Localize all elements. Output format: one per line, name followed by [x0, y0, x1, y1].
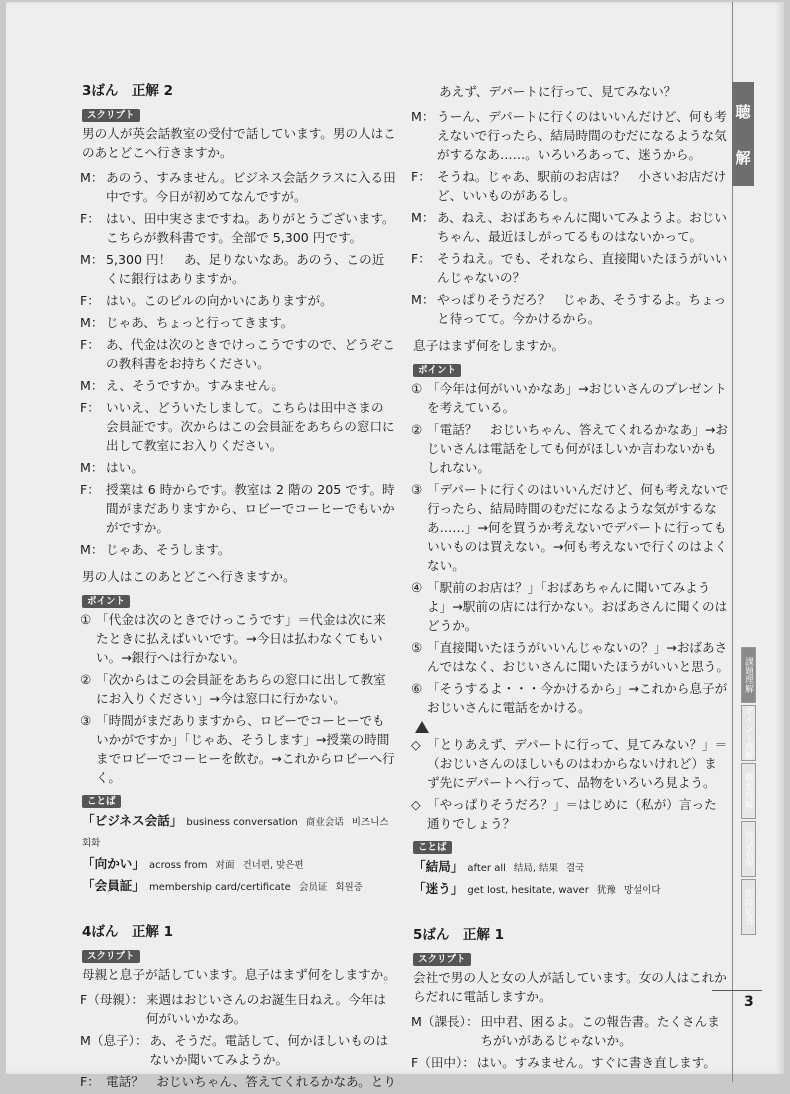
vocab-term: 「向かい」 [82, 856, 145, 871]
note-item [411, 735, 729, 792]
q5-heading: 5ばん 正解 1 [413, 927, 504, 943]
point-number: ③ [80, 713, 92, 728]
utterance: やっぱりそうだろ？ じゃあ、そうするよ。ちょっと待ってて。今かけるから。 [437, 292, 727, 326]
speaker: F： [80, 337, 100, 352]
vocab-korean: 비즈니스회화 [82, 817, 389, 849]
page-number: 3 [744, 994, 754, 1010]
dialogue-line [411, 167, 729, 205]
dialogue-line [80, 990, 396, 1028]
point-text: 「電話？ おじいちゃん、答えてくれるかなあ」→おじいさんは電話をしても何がほしいか言わないかもしれない。 [427, 422, 728, 475]
note-text: 「とりあえず、デパートに行って、見てみない？」＝（おじいさんのほしいものはわからないけれど）まず先にデパートへ行って、品物をいろいろ見よう。 [427, 737, 728, 790]
speaker: F： [411, 251, 431, 266]
q4-continued-line: あえず、デパートに行って、見てみない？ [439, 84, 677, 99]
section-index [741, 647, 759, 937]
dialogue-line [80, 335, 396, 373]
utterance: そうね。じゃあ、駅前のお店は？ 小さいお店だけど、いいものがあるし。 [437, 169, 727, 203]
vocab-chinese: 犹豫 [596, 885, 616, 896]
speaker: F： [80, 1074, 100, 1089]
page [6, 2, 784, 1089]
speaker: M（課長）： [411, 1014, 479, 1029]
speaker: F： [80, 211, 100, 226]
point-item [411, 480, 729, 575]
dialogue-line [411, 1012, 729, 1050]
vocab-item [82, 811, 396, 853]
point-item [411, 638, 729, 676]
q3-dialogue [80, 168, 396, 559]
section-index-item: 概要理解 [741, 763, 756, 819]
point-item [80, 610, 396, 667]
vocab-item [413, 879, 729, 900]
q3-point-tag: ポイント [82, 595, 130, 608]
tab-char: 解 [735, 148, 751, 167]
q4-intro: 母親と息子が話しています。息子はまず何をしますか。 [82, 967, 396, 982]
utterance: はい。すみません。すぐに書き直します。 [476, 1055, 716, 1070]
utterance: じゃあ、ちょっと行ってきます。 [106, 315, 294, 330]
vocab-item [82, 854, 396, 875]
point-item [411, 679, 729, 717]
speaker: M： [80, 542, 104, 557]
q4-point-tag: ポイント [413, 364, 461, 377]
vocab-korean: 망설이다 [623, 885, 661, 896]
vocab-korean: 결국 [565, 863, 585, 874]
speaker: M： [80, 315, 104, 330]
section-index-item: 課題理解 [741, 647, 756, 703]
dialogue-line [411, 208, 729, 246]
q3-question: 男の人はこのあとどこへ行きますか。 [82, 569, 296, 584]
vocab-item [413, 857, 729, 878]
speaker: F： [80, 482, 100, 497]
q3-heading: 3ばん 正解 2 [82, 83, 173, 99]
utterance: 5,300 円！ あ、足りないなあ。あのう、この近くに銀行はありますか。 [106, 252, 385, 286]
note-bullet: ◇ [411, 737, 421, 752]
dialogue-line [411, 1053, 729, 1072]
speaker: F（田中）： [411, 1055, 475, 1070]
point-item [411, 379, 729, 417]
vocab-chinese: 商业会话 [305, 817, 344, 828]
tab-char: 聴 [735, 102, 751, 121]
dialogue-line [80, 168, 396, 206]
q3-words-tag: ことば [82, 795, 121, 808]
utterance: あ、ねえ、おばあちゃんに聞いてみようよ。おじいちゃん、最近ほしがってるものはないかって。 [437, 210, 727, 244]
point-text: 「そうするよ・・・今かけるから」→これから息子がおじいさんに電話をかける。 [427, 681, 728, 715]
section-tab [732, 82, 754, 186]
dialogue-line [411, 107, 729, 164]
utterance: はい、田中実さまですね。ありがとうございます。こちらが教科書です。全部で 5,300 円です。 [106, 211, 395, 245]
point-number: ② [80, 672, 92, 687]
point-number: ④ [411, 580, 423, 595]
speaker: M： [411, 109, 435, 124]
note-item [411, 795, 729, 833]
q3-points [80, 610, 396, 787]
vocab-korean: 건너편, 맞은편 [242, 860, 304, 871]
speaker: F（母親）： [80, 992, 144, 1007]
utterance: 電話？ おじいちゃん、答えてくれるかなあ。とり [106, 1074, 396, 1089]
point-item [411, 578, 729, 635]
vocab-korean: 회원증 [335, 882, 363, 893]
point-text: 「直接聞いたほうがいいんじゃないの？」→おばあさんではなく、おじいさんに聞いたほうがいいと思う。 [427, 640, 729, 674]
q3-vocabulary [80, 811, 396, 897]
vocab-english: across from [148, 860, 208, 871]
left-column [80, 82, 396, 1094]
utterance: じゃあ、そうします。 [106, 542, 231, 557]
vocab-english: get lost, hesitate, waver [467, 885, 589, 896]
point-number: ⑤ [411, 640, 423, 655]
q4-points [411, 379, 729, 717]
speaker: F： [80, 293, 100, 308]
dialogue-line [80, 313, 396, 332]
dialogue-line [80, 398, 396, 455]
speaker: M： [411, 210, 435, 225]
utterance: あのう、すみません。ビジネス会話クラスに入る田中です。今日が初めてなんですが。 [106, 170, 396, 204]
dialogue-line [411, 290, 729, 328]
dialogue-line [80, 480, 396, 537]
utterance: 来週はおじいさんのお誕生日ねえ。今年は何がいいかなあ。 [145, 992, 386, 1026]
point-item [80, 711, 396, 787]
point-text: 「デパートに行くのはいいんだけど、何も考えないで行ったら、結局時間のむだになるような気がするなあ……」→何を買うか考えないでデパートに行ってもいいものは買えない。→何も考えないで行くのはよくない。 [427, 482, 729, 573]
speaker: F： [80, 400, 100, 415]
speaker: M： [411, 292, 435, 307]
vocab-term: 「会員証」 [82, 878, 145, 893]
q4-script-tag: スクリプト [82, 950, 140, 963]
vocab-item [82, 876, 396, 897]
q4-words-tag: ことば [413, 841, 452, 854]
speaker: M： [80, 378, 104, 393]
speaker: M： [80, 170, 104, 185]
vocab-english: after all [467, 863, 506, 874]
vocab-term: 「ビジネス会話」 [82, 813, 183, 828]
dialogue-line [80, 458, 396, 477]
q5-script-tag: スクリプト [413, 953, 471, 966]
utterance: 田中君、困るよ。この報告書。たくさんまちがいがあるじゃないか。 [480, 1014, 720, 1048]
note-text: 「やっぱりそうだろ？」＝はじめに（私が）言った通りでしょう？ [427, 797, 717, 831]
point-number: ① [80, 612, 92, 627]
point-number: ① [411, 381, 423, 396]
vocab-chinese: 对面 [215, 860, 235, 871]
q5-dialogue [411, 1012, 729, 1072]
point-text: 「時間がまだありますから、ロビーでコーヒーでもいかがですか」「じゃあ、そうします」→授業の時間までロビーでコーヒーを飲む。→これからロビーへ行く。 [96, 713, 395, 785]
q4-question: 息子はまず何をしますか。 [413, 338, 565, 353]
utterance: そうねえ。でも、それなら、直接聞いたほうがいいんじゃないの？ [437, 251, 728, 285]
utterance: はい。 [106, 460, 144, 475]
dialogue-line [80, 291, 396, 310]
section-index-item: ポイント理解 [741, 705, 756, 761]
dialogue-line [80, 209, 396, 247]
section-index-item: 即時応答 [741, 879, 756, 935]
page-number-rule [712, 990, 762, 991]
vocab-english: business conversation [186, 817, 298, 828]
note-bullet: ◇ [411, 797, 421, 812]
speaker: M： [80, 460, 104, 475]
vocab-chinese: 结局, 结果 [513, 863, 558, 874]
point-text: 「今年は何がいいかなあ」→おじいさんのプレゼントを考えている。 [427, 381, 727, 415]
q3-script-tag: スクリプト [82, 109, 140, 122]
right-column [411, 82, 729, 1075]
warning-icon [415, 721, 429, 733]
section-index-item: 発話表現 [741, 821, 756, 877]
speaker: M： [80, 252, 104, 267]
speaker: F： [411, 169, 431, 184]
dialogue-line [80, 250, 396, 288]
q4-dialogue-start [80, 990, 396, 1091]
vocab-english: membership card/certificate [148, 882, 291, 893]
q5-intro: 会社で男の人と女の人が話しています。女の人はこれからだれに電話しますか。 [413, 970, 727, 1004]
utterance: はい。このビルの向かいにありますが。 [106, 293, 333, 308]
dialogue-line [80, 540, 396, 559]
point-item [80, 670, 396, 708]
q4-heading: 4ばん 正解 1 [82, 924, 173, 940]
dialogue-line [80, 1031, 396, 1069]
utterance: あ、そうだ。電話して、何かほしいものはないか聞いてみようか。 [149, 1033, 389, 1067]
q3-intro: 男の人が英会話教室の受付で話しています。男の人はこのあとどこへ行きますか。 [82, 126, 396, 160]
point-number: ③ [411, 482, 423, 497]
q4-notes [411, 735, 729, 833]
vocab-term: 「結局」 [413, 859, 464, 874]
dialogue-line [80, 376, 396, 395]
vocab-term: 「迷う」 [413, 881, 464, 896]
utterance: うーん、デパートに行くのはいいんだけど、何も考えないで行ったら、結局時間のむだになるような気がするなあ……。いろいろあって、迷うから。 [437, 109, 727, 162]
point-item [411, 420, 729, 477]
utterance: え、そうですか。すみません。 [106, 378, 284, 393]
point-number: ② [411, 422, 423, 437]
point-number: ⑥ [411, 681, 423, 696]
point-text: 「駅前のお店は？」「おばあちゃんに聞いてみようよ」→駅前の店には行かない。おばあさんに聞くのはどうか。 [427, 580, 728, 633]
utterance: あ、代金は次のときでけっこうですので、どうぞこの教科書をお持ちください。 [106, 337, 395, 371]
point-text: 「次からはこの会員証をあちらの窓口に出して教室にお入りください」→今は窓口に行かない。 [96, 672, 386, 706]
q4-dialogue-cont [411, 107, 729, 328]
speaker: M（息子）： [80, 1033, 148, 1048]
dialogue-line [411, 249, 729, 287]
utterance: 授業は 6 時からです。教室は 2 階の 205 です。時間がまだありますから、ロビーでコーヒーでもいかがですか。 [106, 482, 395, 535]
point-text: 「代金は次のときでけっこうです」＝代金は次に来たときに払えばいいです。→今日は払わなくてもいい。→銀行へは行かない。 [96, 612, 386, 665]
utterance: いいえ、どういたしまして。こちらは田中さまの会員証です。次からはこの会員証をあちらの窓口に出して教室にお入りください。 [106, 400, 395, 453]
q4-vocabulary [411, 857, 729, 900]
dialogue-line [80, 1072, 396, 1091]
vocab-chinese: 会员证 [298, 882, 328, 893]
